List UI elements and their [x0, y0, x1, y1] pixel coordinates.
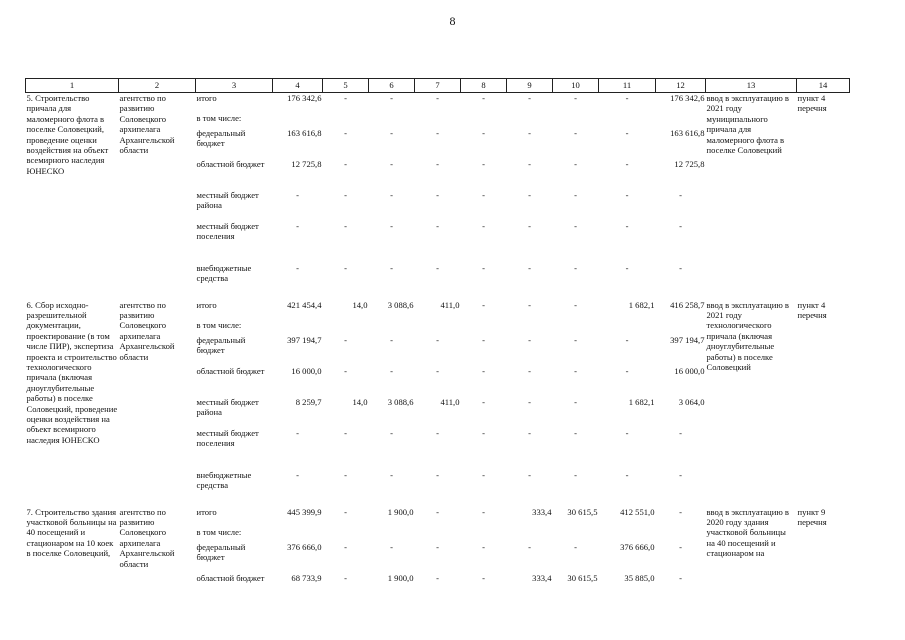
value-col-5: -	[344, 365, 347, 376]
value-col-6: -	[390, 127, 393, 138]
value-col-11: 412 551,0	[620, 506, 655, 517]
value-col-7: -	[436, 506, 439, 517]
value-col-9: 333,4	[532, 572, 552, 583]
funding-source: местный бюджет поселения	[196, 220, 259, 241]
value-col-4: 8 259,7	[295, 396, 322, 407]
value-col-8: -	[482, 469, 485, 480]
value-col-5: -	[344, 127, 347, 138]
funding-source: итого	[196, 506, 217, 517]
funding-source: федеральный бюджет	[196, 334, 246, 355]
column-header-7: 7	[415, 79, 461, 93]
value-col-9: -	[528, 396, 531, 407]
value-col-12: -	[679, 220, 682, 231]
value-col-12: -	[679, 506, 682, 517]
value-col-11: -	[625, 93, 629, 103]
value-col-7	[415, 113, 461, 128]
column-header-1: 1	[26, 79, 119, 93]
activity-name: 5. Строительство причала для маломерного флота в поселке Соловецкий, проведение оценки воздействия на объект всемирного наследия ЮНЕСКО	[26, 93, 109, 176]
funding-source: итого	[196, 299, 217, 310]
value-col-10: -	[574, 396, 577, 407]
value-col-6	[369, 320, 415, 335]
list-reference: пункт 4 перечня	[797, 299, 827, 320]
column-header-12: 12	[656, 79, 706, 93]
value-col-5: 14,0	[352, 299, 368, 310]
value-col-8: -	[482, 93, 485, 103]
value-col-5	[323, 527, 369, 542]
column-header-10: 10	[553, 79, 599, 93]
value-col-4: 421 454,4	[287, 299, 322, 310]
value-col-6: -	[390, 469, 393, 480]
value-col-7: 411,0	[440, 299, 460, 310]
funding-source: местный бюджет района	[196, 189, 259, 210]
value-col-12: 12 725,8	[674, 158, 705, 169]
value-col-10: -	[574, 299, 577, 310]
value-col-12: -	[679, 189, 682, 200]
expected-result: ввод в эксплуатацию в 2020 году здания участковой больницы на 40 посещений и стационаром на	[706, 506, 789, 559]
funding-source: областной бюджет	[196, 365, 265, 376]
value-col-4: 163 616,8	[287, 127, 322, 138]
column-header-2: 2	[119, 79, 196, 93]
value-col-5: -	[344, 189, 347, 200]
value-col-4: 68 733,9	[291, 572, 322, 583]
value-col-7: -	[436, 572, 439, 583]
value-col-6: -	[390, 541, 393, 552]
value-col-6: 3 088,6	[387, 396, 414, 407]
value-col-10: -	[574, 127, 577, 138]
list-reference: пункт 4 перечня	[797, 93, 827, 114]
value-col-5	[323, 113, 369, 128]
value-col-6: -	[390, 427, 393, 438]
value-col-10: -	[574, 427, 577, 438]
value-col-4: -	[296, 427, 299, 438]
value-col-11: -	[625, 365, 629, 376]
value-col-7: 411,0	[440, 396, 460, 407]
value-col-7: -	[436, 365, 439, 376]
funding-source: федеральный бюджет	[196, 541, 246, 562]
value-col-4	[273, 320, 323, 335]
value-col-8: -	[482, 541, 485, 552]
value-col-5: -	[344, 541, 347, 552]
value-col-10: -	[574, 189, 577, 200]
value-col-4: 16 000,0	[291, 365, 322, 376]
value-col-8: -	[482, 506, 485, 517]
value-col-9: -	[528, 469, 531, 480]
funding-source: в том числе:	[196, 319, 242, 330]
value-col-6: 3 088,6	[387, 299, 414, 310]
value-col-7: -	[436, 189, 439, 200]
table-body	[26, 93, 850, 604]
value-col-11: -	[625, 220, 629, 231]
value-col-5: -	[344, 334, 347, 345]
value-col-4: 376 666,0	[287, 541, 322, 552]
activity-name: 6. Сбор исходно-разрешительной документации, проектирование (в том числе ПИР), экспертиза проекта и строительство технологического причала (включая дноуглубительные работы) в поселке Соловецкий, проведение оценки воздействия на объект всемирного наследия ЮНЕСКО	[26, 299, 118, 445]
column-header-13: 13	[706, 79, 797, 93]
value-col-7	[415, 527, 461, 542]
value-col-12: 176 342,6	[670, 93, 705, 103]
value-col-12: 163 616,8	[670, 127, 705, 138]
value-col-7: -	[436, 334, 439, 345]
value-col-10	[553, 527, 599, 542]
value-col-5: -	[344, 572, 347, 583]
value-col-4: 176 342,6	[287, 93, 322, 103]
value-col-11: -	[625, 427, 629, 438]
value-col-9: -	[528, 158, 531, 169]
value-col-11	[599, 527, 656, 542]
value-col-6	[369, 527, 415, 542]
value-col-9: -	[528, 220, 531, 231]
table-row	[26, 507, 850, 527]
value-col-11: -	[625, 189, 629, 200]
value-col-9: -	[528, 93, 531, 103]
value-col-8: -	[482, 572, 485, 583]
funding-source: местный бюджет района	[196, 396, 259, 417]
value-col-12: -	[679, 572, 682, 583]
value-col-12: 16 000,0	[674, 365, 705, 376]
value-col-11: -	[625, 158, 629, 169]
page-number: 8	[449, 14, 456, 28]
value-col-11	[599, 320, 656, 335]
value-col-4: -	[296, 189, 299, 200]
value-col-8	[461, 527, 507, 542]
value-col-6	[369, 113, 415, 128]
value-col-4: 397 194,7	[287, 334, 322, 345]
column-header-9: 9	[507, 79, 553, 93]
value-col-8: -	[482, 396, 485, 407]
value-col-12: -	[679, 469, 682, 480]
value-col-6: -	[390, 334, 393, 345]
value-col-7: -	[436, 541, 439, 552]
expected-result: ввод в эксплуатацию в 2021 году муниципального причала для маломерного флота в поселке Соловецкий	[706, 93, 789, 156]
value-col-6: -	[390, 262, 393, 273]
value-col-10: -	[574, 220, 577, 231]
funding-source: в том числе:	[196, 112, 242, 123]
value-col-11: -	[625, 334, 629, 345]
value-col-11: 1 682,1	[628, 396, 655, 407]
value-col-6: -	[390, 158, 393, 169]
funding-source: итого	[196, 93, 217, 103]
value-col-8	[461, 320, 507, 335]
value-col-5: -	[344, 93, 347, 103]
value-col-9: -	[528, 334, 531, 345]
value-col-11: -	[625, 127, 629, 138]
funding-source: федеральный бюджет	[196, 127, 246, 148]
value-col-5	[323, 320, 369, 335]
value-col-9: -	[528, 541, 531, 552]
value-col-7: -	[436, 262, 439, 273]
value-col-4: -	[296, 262, 299, 273]
list-reference: пункт 9 перечня	[797, 506, 827, 527]
funding-source: областной бюджет	[196, 158, 265, 169]
funding-source: областной бюджет	[196, 572, 265, 583]
value-col-10: -	[574, 365, 577, 376]
column-header-5: 5	[323, 79, 369, 93]
value-col-7	[415, 320, 461, 335]
value-col-8: -	[482, 189, 485, 200]
value-col-9	[507, 320, 553, 335]
value-col-10	[553, 113, 599, 128]
funding-source: в том числе:	[196, 526, 242, 537]
value-col-6: -	[390, 220, 393, 231]
value-col-12	[656, 320, 706, 335]
value-col-9: -	[528, 427, 531, 438]
column-header-6: 6	[369, 79, 415, 93]
value-col-12: 3 064,0	[678, 396, 705, 407]
value-col-5: -	[344, 158, 347, 169]
column-header-8: 8	[461, 79, 507, 93]
value-col-11: -	[625, 469, 629, 480]
value-col-8: -	[482, 262, 485, 273]
value-col-9: 333,4	[532, 506, 552, 517]
value-col-7: -	[436, 158, 439, 169]
value-col-7: -	[436, 93, 439, 103]
expected-result: ввод в эксплуатацию в 2021 году технологического причала (включая дноуглубительные работы) в поселке Соловецкий	[706, 299, 789, 372]
value-col-7: -	[436, 427, 439, 438]
table-header	[26, 79, 850, 93]
executor: агентство по развитию Соловецкого архипелага Архангельской области	[119, 93, 175, 156]
value-col-12: 416 258,7	[670, 299, 705, 310]
value-col-11: -	[625, 262, 629, 273]
value-col-11	[599, 113, 656, 128]
activity-name: 7. Строительство здания участковой больницы на 40 посещений и стационаром на 10 коек в поселке Соловецкий,	[26, 506, 117, 559]
value-col-4: -	[296, 469, 299, 480]
value-col-8: -	[482, 427, 485, 438]
executor: агентство по развитию Соловецкого архипелага Архангельской области	[119, 506, 175, 569]
value-col-8: -	[482, 127, 485, 138]
value-col-9	[507, 113, 553, 128]
column-header-11: 11	[599, 79, 656, 93]
column-header-14: 14	[797, 79, 850, 93]
value-col-5: -	[344, 262, 347, 273]
value-col-12	[656, 527, 706, 542]
value-col-4: -	[296, 220, 299, 231]
value-col-10: -	[574, 334, 577, 345]
value-col-11: 376 666,0	[620, 541, 655, 552]
value-col-6: -	[390, 93, 393, 103]
value-col-9: -	[528, 365, 531, 376]
table-row	[26, 93, 850, 113]
value-col-9: -	[528, 189, 531, 200]
value-col-8	[461, 113, 507, 128]
value-col-12: -	[679, 541, 682, 552]
funding-source: внебюджетные средства	[196, 262, 252, 283]
value-col-11: 35 885,0	[624, 572, 655, 583]
value-col-7: -	[436, 469, 439, 480]
table-row	[26, 300, 850, 320]
value-col-8: -	[482, 365, 485, 376]
value-col-8: -	[482, 158, 485, 169]
value-col-8: -	[482, 220, 485, 231]
value-col-5: -	[344, 220, 347, 231]
value-col-10	[553, 320, 599, 335]
funding-source: местный бюджет поселения	[196, 427, 259, 448]
value-col-4: 12 725,8	[291, 158, 322, 169]
value-col-12: 397 194,7	[670, 334, 705, 345]
value-col-4: 445 399,9	[287, 506, 322, 517]
value-col-9: -	[528, 127, 531, 138]
value-col-7: -	[436, 220, 439, 231]
value-col-10: -	[574, 469, 577, 480]
value-col-5: -	[344, 506, 347, 517]
value-col-12	[656, 113, 706, 128]
value-col-6: -	[390, 365, 393, 376]
value-col-10: -	[574, 93, 577, 103]
program-table	[25, 78, 850, 604]
value-col-10: -	[574, 541, 577, 552]
value-col-10: 30 615,5	[567, 506, 598, 517]
value-col-9: -	[528, 262, 531, 273]
column-header-3: 3	[196, 79, 273, 93]
value-col-4	[273, 113, 323, 128]
value-col-11: 1 682,1	[628, 299, 655, 310]
value-col-8: -	[482, 299, 485, 310]
column-header-4: 4	[273, 79, 323, 93]
value-col-7: -	[436, 127, 439, 138]
value-col-8: -	[482, 334, 485, 345]
value-col-10: 30 615,5	[567, 572, 598, 583]
column-numbers-row	[26, 79, 850, 93]
value-col-9: -	[528, 299, 531, 310]
funding-source: внебюджетные средства	[196, 469, 252, 490]
value-col-12: -	[679, 427, 682, 438]
executor: агентство по развитию Соловецкого архипелага Архангельской области	[119, 299, 175, 362]
value-col-5: 14,0	[352, 396, 368, 407]
value-col-5: -	[344, 469, 347, 480]
value-col-4	[273, 527, 323, 542]
value-col-6: 1 900,0	[387, 572, 414, 583]
value-col-6: -	[390, 189, 393, 200]
value-col-12: -	[679, 262, 682, 273]
value-col-9	[507, 527, 553, 542]
value-col-5: -	[344, 427, 347, 438]
value-col-6: 1 900,0	[387, 506, 414, 517]
value-col-10: -	[574, 262, 577, 273]
value-col-10: -	[574, 158, 577, 169]
